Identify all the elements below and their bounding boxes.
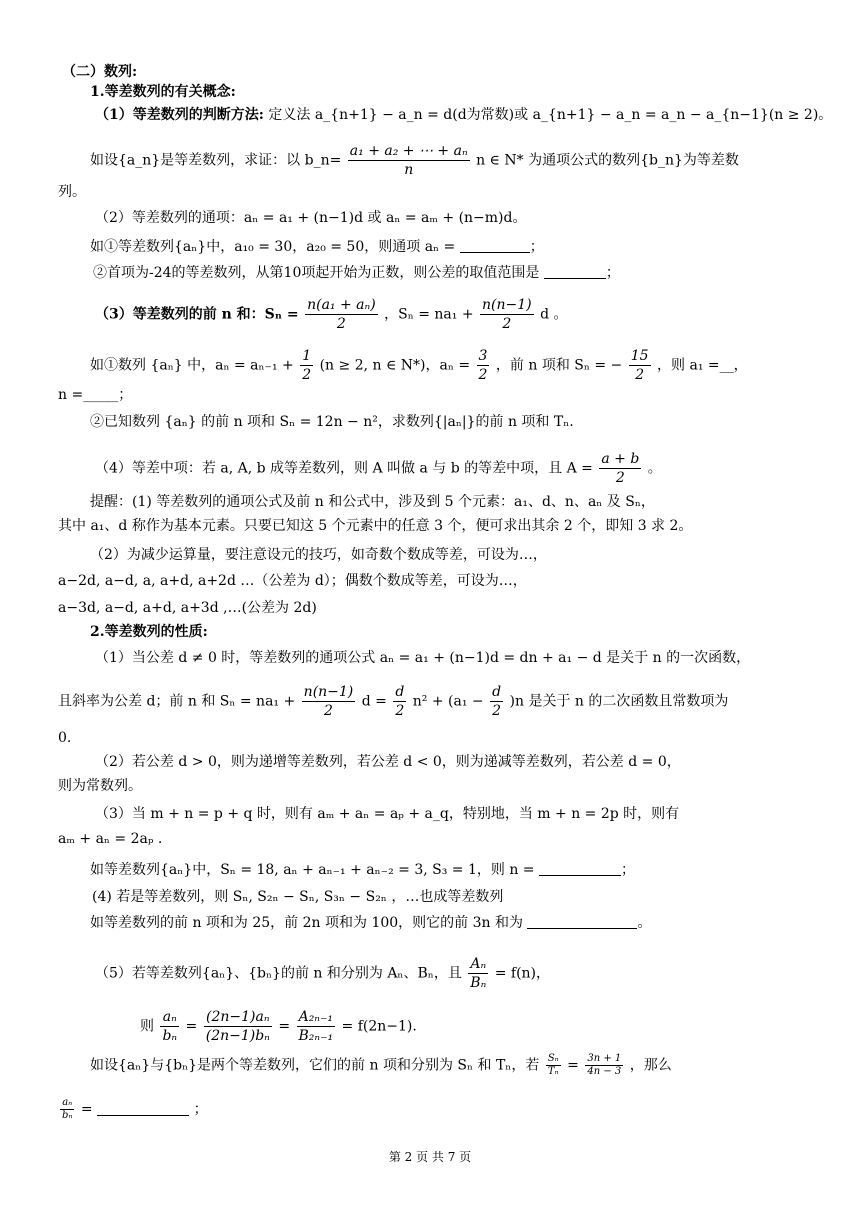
- property-1b-mid: d =: [361, 693, 387, 710]
- fraction-denominator: (2n−1)bₙ: [205, 1028, 270, 1044]
- sum-numerator-2: n(n−1): [482, 297, 532, 313]
- property-1b-pre: 且斜率为公差 d；前 n 和 Sₙ = na₁ +: [58, 693, 296, 710]
- example-1-pre: 如设{a_n}是等差数列，求证：以 b_n=: [90, 152, 342, 169]
- example-6-fraction-1: [546, 1053, 561, 1078]
- example-3-pre: 如①数列 {aₙ} 中，aₙ = aₙ₋₁ +: [90, 357, 294, 374]
- fraction-denominator: Tₙ: [547, 1066, 559, 1077]
- property-5b: [140, 1008, 417, 1045]
- answer-blank[interactable]: [539, 861, 621, 876]
- fraction-numerator: A₂ₙ₋₁: [297, 1008, 336, 1027]
- example-6b-post: ；: [193, 1101, 208, 1118]
- fraction-denominator: bₙ: [62, 1110, 73, 1121]
- example-6: [90, 1053, 672, 1078]
- judgement-text: 定义法 a_{n+1} − a_n = d(d为常数)或 a_{n+1} − a_n = a_n − a_{n−1}(n ≥ 2)。: [268, 107, 833, 123]
- property-1b: [58, 683, 728, 720]
- equals-sign: =: [278, 1018, 291, 1035]
- properties-heading: 2.等差数列的性质:: [90, 624, 208, 640]
- sum-formula-mid: ，Sₙ = na₁ +: [384, 306, 474, 323]
- example-3-mid-2: ，前 n 项和 Sₙ = −: [495, 357, 623, 374]
- property-2b: 则为常数列。: [58, 778, 142, 794]
- property-3b: aₘ + aₙ = 2aₚ .: [58, 831, 163, 847]
- property-1b-mid-2: n² + (a₁ −: [412, 693, 484, 710]
- fraction-denominator: bₙ: [162, 1028, 178, 1044]
- property-1c: 0.: [58, 730, 72, 746]
- tip-1b: 其中 a₁、d 称作为基本元素。只要已知这 5 个元素中的任意 3 个，便可求出其余 2 个，即知 3 求 2。: [58, 518, 693, 534]
- fraction-numerator: aₙ: [60, 1097, 74, 1110]
- arithmetic-mean-fraction: [599, 450, 641, 487]
- equals-sign: =: [567, 1057, 579, 1074]
- sum-fraction-2: [480, 296, 534, 333]
- fraction-numerator: 3n + 1: [587, 1053, 622, 1064]
- example-4-text: 如等差数列{aₙ}中，Sₙ = 18, aₙ + aₙ₋₁ + aₙ₋₂ = 3, S₃ = 1，则 n =: [90, 862, 535, 878]
- fraction-numerator: 3: [478, 348, 488, 364]
- example-1: [90, 142, 739, 179]
- judgement-label: （1）等差数列的判断方法:: [95, 107, 264, 123]
- concepts-heading: 1.等差数列的有关概念:: [90, 84, 236, 100]
- example-3-post: ，则 a₁ =__，: [657, 357, 748, 374]
- equals-sign: =: [185, 1018, 198, 1035]
- fraction-denominator: 4n − 3: [587, 1066, 622, 1077]
- fraction-denominator: 2: [324, 703, 333, 719]
- example-2a-text: 如①等差数列{aₙ}中，a₁₀ = 30，a₂₀ = 50，则通项 aₙ =: [90, 239, 456, 255]
- property-1b-post: )n 是关于 n 的二次函数且常数项为: [509, 693, 729, 710]
- property-2: （2）若公差 d > 0，则为递增等差数列，若公差 d < 0，则为递减等差数列，若公差 d = 0，: [95, 754, 681, 770]
- fraction-denominator: 2: [478, 367, 488, 383]
- example-5: 如等差数列的前 n 项和为 25，前 2n 项和为 100，则它的前 3n 和为 。: [90, 915, 652, 931]
- property-5b-post: = f(2n−1).: [341, 1018, 417, 1035]
- sum-numerator-1: n(a₁ + aₙ): [307, 297, 376, 313]
- sum-formula-pre: （3）等差数列的前 n 和：Sₙ =: [95, 306, 299, 323]
- example-2a: 如①等差数列{aₙ}中，a₁₀ = 30，a₂₀ = 50，则通项 aₙ = ；: [90, 239, 544, 255]
- sum-denominator-2: 2: [502, 316, 512, 332]
- section-title: （二）数列:: [62, 64, 138, 80]
- example-6b: [58, 1097, 208, 1122]
- fraction-denominator: 2: [395, 703, 405, 719]
- example-4: 如等差数列{aₙ}中，Sₙ = 18, aₙ + aₙ₋₁ + aₙ₋₂ = 3, S₃ = 1，则 n = ；: [90, 862, 635, 878]
- example-3-fraction-1: [300, 347, 313, 384]
- judgement-method: [95, 105, 832, 125]
- property-1b-fraction-1: [302, 683, 356, 720]
- fraction-denominator: 2: [615, 470, 625, 486]
- example-1-cont: 列。: [58, 184, 86, 200]
- property-5-post: = f(n)，: [494, 965, 551, 982]
- arithmetic-mean-pre: （4）等差中项：若 a, A, b 成等差数列，则 A 叫做 a 与 b 的等差中项，且 A =: [95, 460, 593, 477]
- property-5b-fraction-1: [160, 1008, 179, 1045]
- example-1-post: n ∈ N* 为通项公式的数列{b_n}为等差数: [476, 152, 739, 169]
- fraction-numerator: Sₙ: [547, 1053, 559, 1064]
- tip-2: （2）为减少运算量，要注意设元的技巧，如奇数个数成等差，可设为…，: [90, 547, 547, 563]
- property-5b-fraction-2: [204, 1008, 272, 1045]
- answer-blank[interactable]: [527, 914, 637, 929]
- example-2b: ②首项为-24的等差数列，从第10项起开始为正数，则公差的取值范围是 ；: [93, 265, 620, 281]
- tip-2b: a−2d, a−d, a, a+d, a+2d …（公差为 d）；偶数个数成等差，可设为…，: [58, 573, 527, 589]
- answer-blank[interactable]: [460, 238, 530, 253]
- property-5-fraction: [468, 955, 488, 992]
- example-6-post: ，那么: [629, 1057, 672, 1074]
- example-1-fraction: [348, 142, 470, 179]
- property-5b-pre: 则: [140, 1018, 154, 1035]
- page-footer: 第 2 页 共 7 页: [388, 1150, 472, 1164]
- answer-blank[interactable]: [97, 1101, 189, 1116]
- fraction-denominator: 2: [302, 367, 312, 383]
- fraction-numerator: a + b: [601, 451, 640, 467]
- property-1b-fraction-3: [490, 683, 503, 720]
- property-5-pre: （5）若等差数列{aₙ}、{bₙ}的前 n 和分别为 Aₙ、Bₙ，且: [95, 965, 462, 982]
- fraction-denominator: Bₙ: [470, 975, 487, 991]
- sum-formula-post: d 。: [540, 306, 568, 323]
- answer-blank[interactable]: [544, 264, 606, 279]
- fraction-numerator: n(n−1): [303, 684, 354, 700]
- fraction-numerator: d: [395, 684, 405, 700]
- fraction-numerator: Aₙ: [468, 955, 488, 974]
- property-3: （3）当 m + n = p + q 时，则有 aₘ + aₙ = aₚ + a_q，特别地，当 m + n = 2p 时，则有: [95, 806, 680, 822]
- fraction-numerator: aₙ: [160, 1008, 179, 1027]
- fraction-denominator: 2: [492, 703, 502, 719]
- example-6b-fraction: [60, 1097, 74, 1122]
- example-5-text: 如等差数列的前 n 项和为 25，前 2n 项和为 100，则它的前 3n 和为: [90, 915, 524, 931]
- sum-formula: [95, 296, 568, 333]
- fraction-numerator: 1: [302, 348, 312, 364]
- general-term: （2）等差数列的通项：aₙ = a₁ + (n−1)d 或 aₙ = aₘ + (n−m)d。: [95, 210, 527, 226]
- example-3-fraction-2: [477, 347, 490, 384]
- example-6-pre: 如设{aₙ}与{bₙ}是两个等差数列，它们的前 n 项和分别为 Sₙ 和 Tₙ，若: [90, 1057, 540, 1074]
- property-5b-fraction-3: [297, 1008, 336, 1045]
- fraction-denominator: 2: [635, 367, 645, 383]
- property-1: （1）当公差 d ≠ 0 时，等差数列的通项公式 aₙ = a₁ + (n−1)d = dn + a₁ − d 是关于 n 的一次函数，: [95, 650, 751, 666]
- example-1-denominator: n: [404, 162, 414, 178]
- sum-denominator-1: 2: [336, 316, 346, 332]
- example-6-fraction-2: [585, 1053, 623, 1078]
- sum-fraction-1: [305, 296, 378, 333]
- property-5: [95, 955, 550, 992]
- equals-sign: =: [80, 1101, 93, 1118]
- property-1b-fraction-2: [393, 683, 406, 720]
- fraction-denominator: B₂ₙ₋₁: [298, 1028, 334, 1044]
- tip-2c: a−3d, a−d, a+d, a+3d ,…(公差为 2d): [58, 600, 317, 616]
- example-3-mid-1: (n ≥ 2, n ∈ N*)，aₙ =: [319, 357, 471, 374]
- example-3b: ②已知数列 {aₙ} 的前 n 项和 Sₙ = 12n − n²，求数列{|aₙ|}的前 n 项和 Tₙ.: [90, 414, 574, 430]
- property-4: (4) 若是等差数列，则 Sₙ, S₂ₙ − Sₙ, S₃ₙ − S₂ₙ ，…也成等差数列: [92, 889, 504, 905]
- tip-1: 提醒：(1) 等差数列的通项公式及前 n 和公式中，涉及到 5 个元素：a₁、d、n、aₙ 及 Sₙ，: [90, 494, 655, 510]
- example-3-cont: n =_____；: [58, 387, 133, 403]
- fraction-numerator: (2n−1)aₙ: [204, 1008, 272, 1027]
- example-1-numerator: a₁ + a₂ + ⋯ + aₙ: [349, 143, 468, 159]
- example-3: [90, 347, 748, 384]
- example-3-fraction-3: [629, 347, 651, 384]
- fraction-numerator: d: [492, 684, 502, 700]
- example-2b-text: ②首项为-24的等差数列，从第10项起开始为正数，则公差的取值范围是: [93, 265, 540, 281]
- arithmetic-mean: [95, 450, 662, 487]
- fraction-numerator: 15: [630, 348, 649, 364]
- arithmetic-mean-post: 。: [647, 460, 662, 477]
